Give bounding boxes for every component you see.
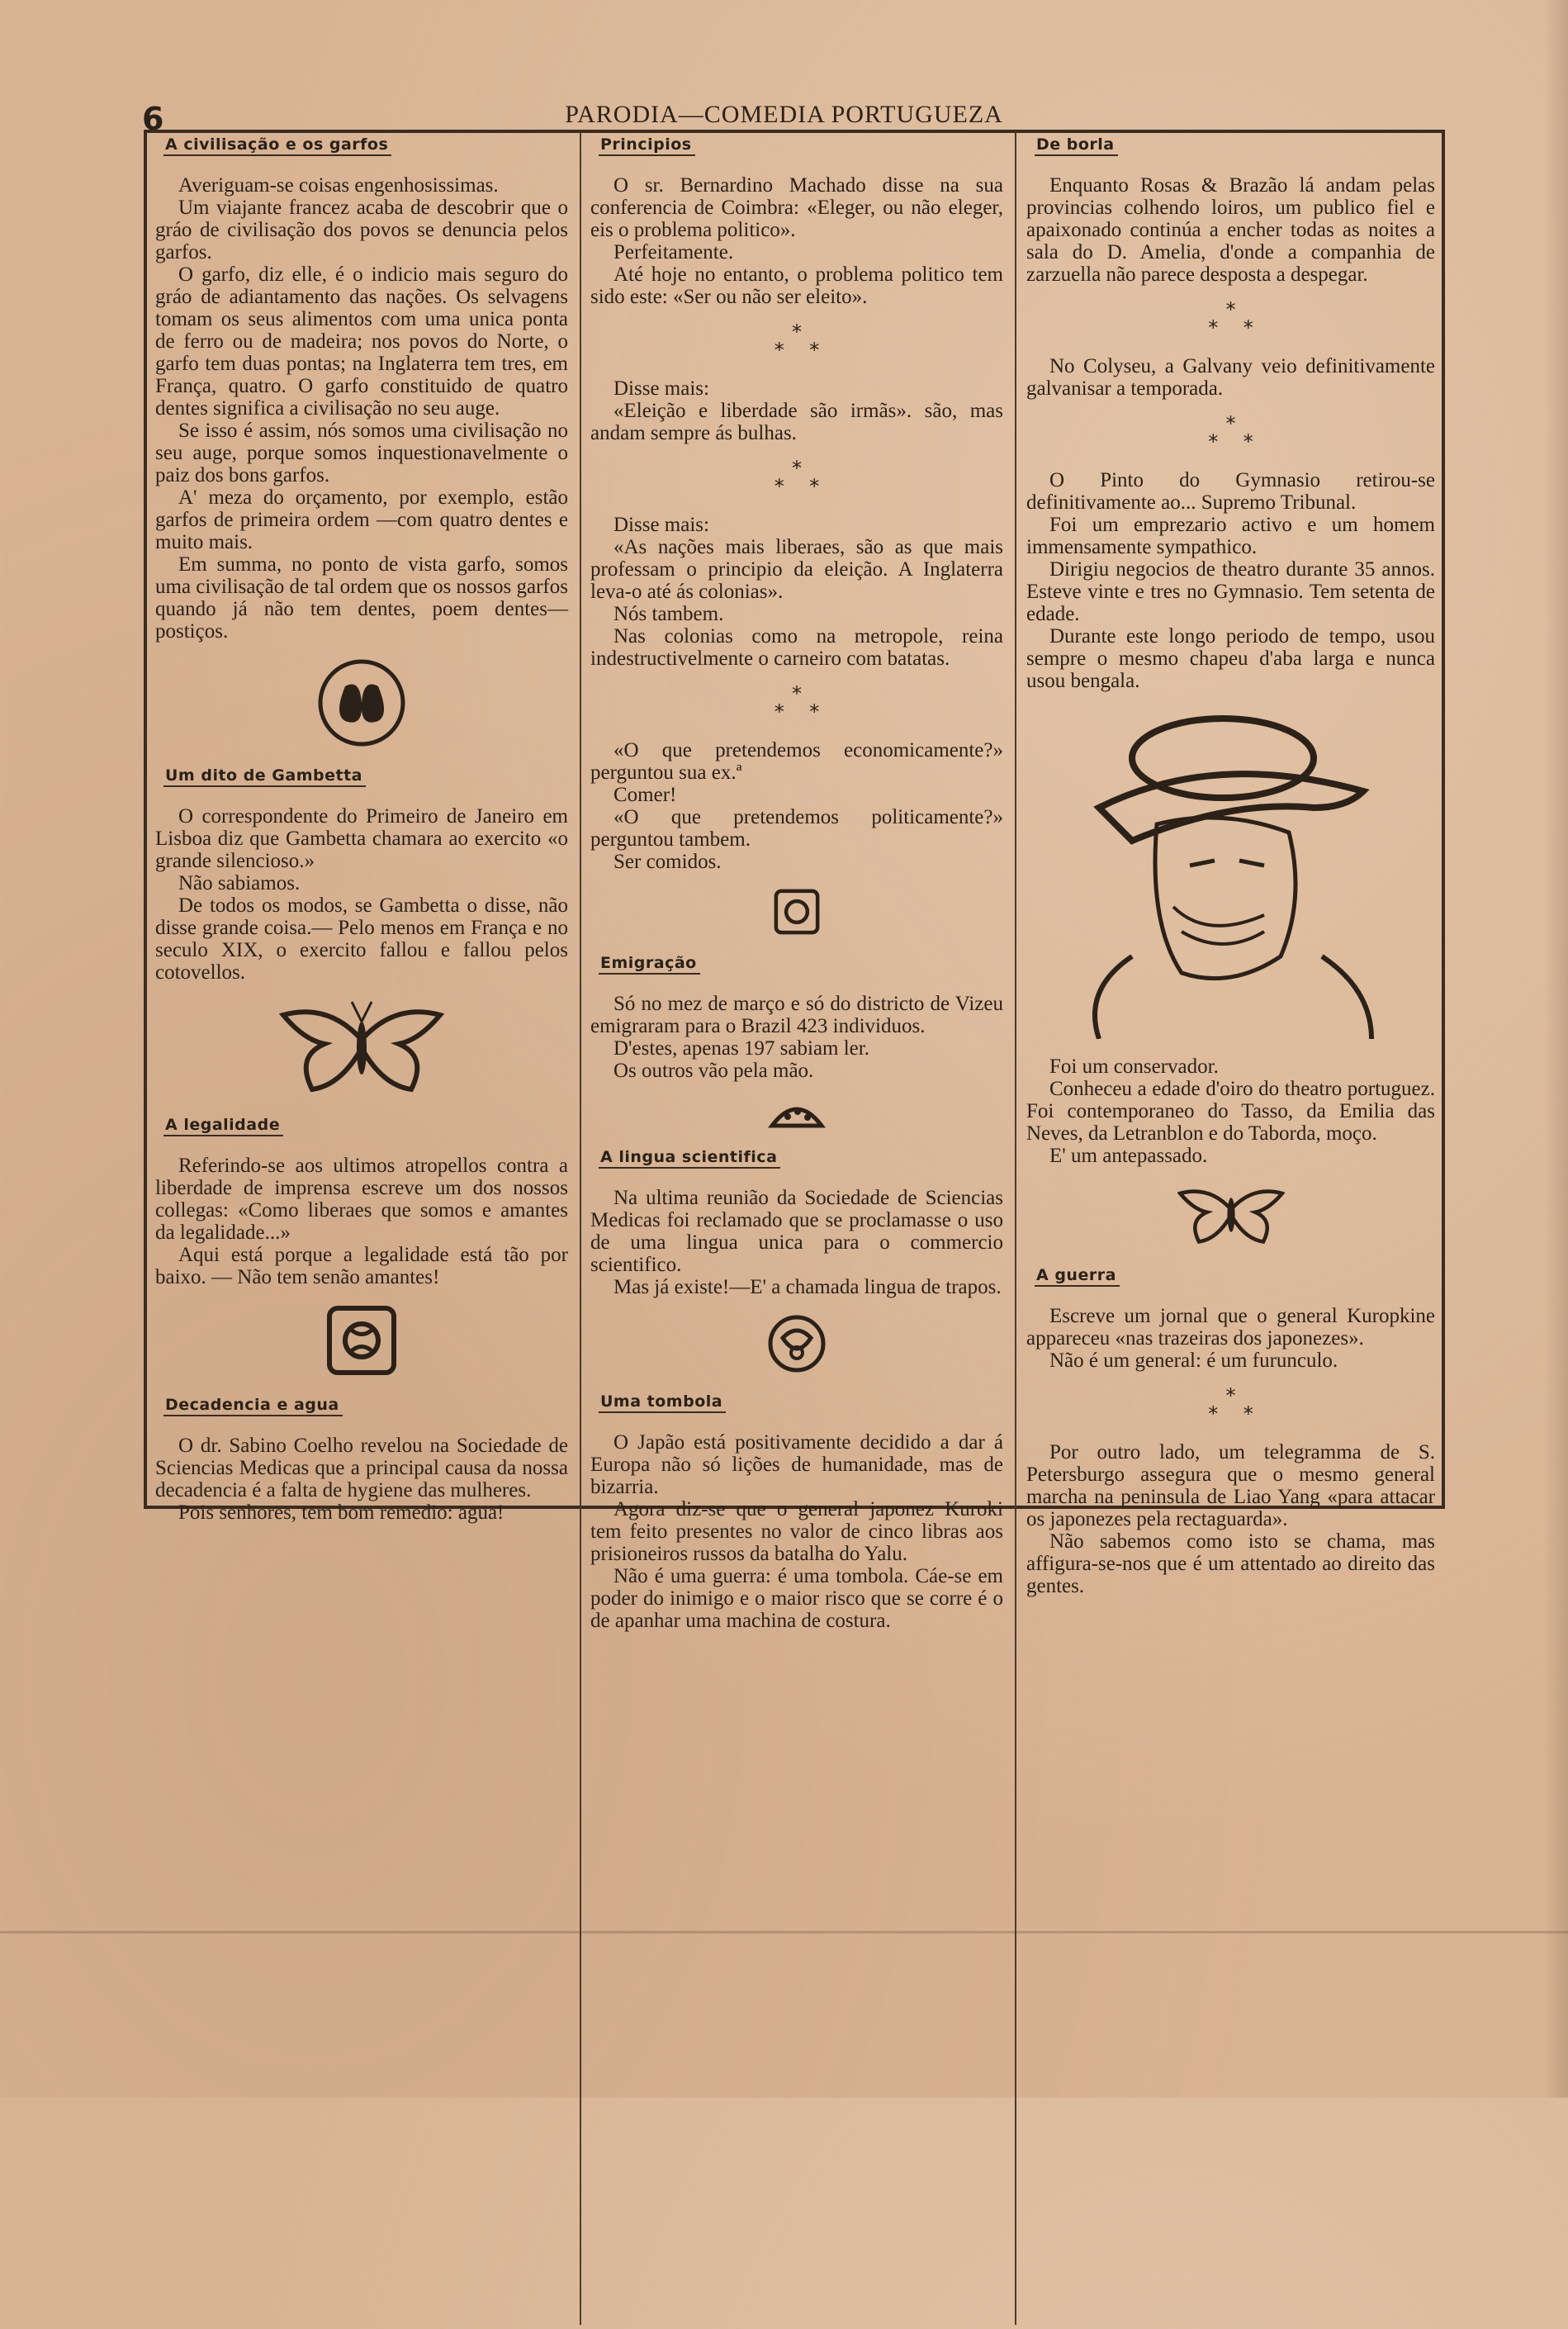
asterism-bottom: * * — [774, 339, 820, 362]
article-body — [590, 514, 1003, 670]
paragraph: Só no mez de março e só do districto de Vizeu emigraram para o Brazil 423 individuos. — [590, 993, 1003, 1037]
paragraph: O sr. Bernardino Machado disse na sua conferencia de Coimbra: «Eleger, ou não eleger, eis o problema politico». — [590, 174, 1003, 241]
asterism — [590, 459, 1003, 496]
butterfly-large-ornament — [155, 998, 568, 1098]
section-heading: A guerra — [1035, 1266, 1120, 1287]
column-left — [155, 132, 568, 2329]
paragraph: Disse mais: — [613, 514, 709, 536]
asterism — [1026, 412, 1435, 453]
article-body — [1026, 1441, 1435, 1597]
paragraph: Conheceu a edade d'oiro do theatro portuguez. Foi contemporaneo do Tasso, da Emilia das Neves, da Letranblon e do Taborda, moço. — [1026, 1078, 1435, 1145]
column-right — [1026, 132, 1435, 2329]
shell-ornament — [590, 1097, 1003, 1130]
paragraph: Durante este longo periodo de tempo, usou sempre o mesmo chapeu d'aba larga e nunca usou bengala. — [1026, 625, 1435, 692]
asterism-top: * — [792, 457, 802, 480]
paragraph: O dr. Sabino Coelho revelou na Sociedade de Sciencias Medicas que a principal causa da nossa decadencia é a falta de hygiene das mulheres. — [155, 1435, 568, 1501]
paragraph: Comer! — [613, 784, 677, 806]
portrait-illustration — [1026, 709, 1435, 1039]
asterism — [590, 320, 1003, 362]
article-body — [1026, 1305, 1435, 1372]
column-rule — [1015, 132, 1016, 2325]
paragraph: O correspondente do Primeiro de Janeiro em Lisboa diz que Gambetta chamara ao exercito «o grande silencioso.» — [155, 805, 568, 872]
article-body — [1026, 1055, 1435, 1167]
butterfly-small-ornament — [1026, 1182, 1435, 1248]
paragraph: Ser comidos. — [613, 851, 722, 873]
paragraph: Enquanto Rosas & Brazão lá andam pelas provincias colhendo loiros, um publico fiel e apaixonado continúa a encher todas as noites a sala do D. Amelia, d'onde a companhia de zarzuella não parece desposta a despegar. — [1026, 174, 1435, 286]
paragraph: Os outros vão pela mão. — [613, 1060, 814, 1082]
asterism-bottom: * * — [1208, 1402, 1253, 1425]
paragraph: O Pinto do Gymnasio retirou-se definitivamente ao... Supremo Tribunal. — [1026, 469, 1435, 514]
paper-edge-shadow — [1543, 0, 1568, 2098]
asterism-top: * — [792, 320, 802, 344]
article-body — [1026, 469, 1435, 692]
asterism-bottom: * * — [1208, 430, 1253, 453]
square-rosette-ornament — [155, 1303, 568, 1378]
running-header: PARODIA—COMEDIA PORTUGUEZA — [565, 101, 1003, 128]
paragraph: Nas colonias como na metropole, reina indestructivelmente o carneiro com batatas. — [590, 625, 1003, 670]
paragraph: Disse mais: — [613, 377, 709, 400]
round-rosette-ornament — [590, 1313, 1003, 1374]
asterism — [1026, 298, 1435, 339]
asterism-bottom: * * — [774, 700, 820, 723]
paragraph: A' meza do orçamento, por exemplo, estão garfos de primeira ordem —com quatro dentes e muito mais. — [155, 486, 568, 553]
article-body — [155, 1435, 568, 1524]
paragraph: D'estes, apenas 197 sabiam ler. — [613, 1037, 869, 1060]
paragraph: No Colyseu, a Galvany veio definitivamente galvanisar a temporada. — [1026, 355, 1435, 400]
asterism — [1026, 1384, 1435, 1425]
article-body — [1026, 355, 1435, 400]
paragraph: E' um antepassado. — [1049, 1145, 1208, 1167]
asterism — [590, 682, 1003, 723]
paragraph: Agora diz-se que o general japonez Kuroki tem feito presentes no valor de cinco libras aos prisioneiros russos da batalha do Yalu. — [590, 1498, 1003, 1565]
section-heading: Principios — [599, 135, 695, 156]
section-heading: Um dito de Gambetta — [163, 766, 366, 787]
article-body — [590, 993, 1003, 1082]
paragraph: «Eleição e liberdade são irmãs». são, mas andam sempre ás bulhas. — [590, 400, 1003, 444]
article-body — [590, 739, 1003, 873]
small-rosette-ornament — [590, 888, 1003, 936]
paragraph: Até hoje no entanto, o problema politico tem sido este: «Ser ou não ser eleito». — [590, 263, 1003, 308]
article-body — [1026, 174, 1435, 286]
paragraph: Nós tambem. — [613, 603, 724, 625]
asterism-top: * — [1225, 1384, 1236, 1407]
paragraph: Referindo-se aos ultimos atropellos contra a liberdade de imprensa escreve um dos nossos collegas: «Como liberaes que somos e amantes da legalidade...» — [155, 1155, 568, 1244]
paragraph: Foi um emprezario activo e um homem immensamente sympathico. — [1026, 514, 1435, 558]
paragraph: De todos os modos, se Gambetta o disse, não disse grande coisa.— Pelo menos em França e no seculo XIX, o exercito fallou e fallou pelos cotovellos. — [155, 894, 568, 984]
column-middle — [590, 132, 1003, 2329]
paragraph: Na ultima reunião da Sociedade de Sciencias Medicas foi reclamado que se proclamasse o uso de uma lingua unica para o commercio scientifico. — [590, 1187, 1003, 1276]
paragraph: Dirigiu negocios de theatro durante 35 annos. Esteve vinte e tres no Gymnasio. Tem setenta de edade. — [1026, 558, 1435, 625]
paragraph: Por outro lado, um telegramma de S. Petersburgo assegura que o mesmo general marcha na peninsula de Liao Yang «para attacar os japonezes pela rectaguarda». — [1026, 1441, 1435, 1530]
page-number: 6 — [142, 101, 164, 137]
asterism-top: * — [1225, 412, 1236, 435]
paragraph: Perfeitamente. — [613, 241, 734, 263]
article-body — [155, 1155, 568, 1288]
asterism-bottom: * * — [774, 475, 820, 498]
paragraph: O garfo, diz elle, é o indicio mais seguro do gráo de adiantamento das nações. Os selvagens tomam os seus alimentos com uma unica ponta de ferro ou de madeira; nos povos do Norte, o garfo tem duas pontas; na Inglaterra tem tres, em França, quatro. O garfo constituido de quatro dentes significa a civilisação no seu auge. — [155, 263, 568, 420]
section-heading: A lingua scientifica — [599, 1148, 780, 1169]
paragraph: Um viajante francez acaba de descobrir que o gráo de civilisação dos povos se denuncia pelos garfos. — [155, 197, 568, 263]
section-heading: A legalidade — [163, 1116, 283, 1136]
asterism-bottom: * * — [1208, 316, 1253, 339]
paragraph: Escreve um jornal que o general Kuropkine appareceu «nas trazeiras dos japonezes». — [1026, 1305, 1435, 1349]
paragraph: Em summa, no ponto de vista garfo, somos uma civilisação de tal ordem que os nossos garfos quando já não tem dentes, poem dentes—postiços. — [155, 553, 568, 643]
paragraph: Não é uma guerra: é uma tombola. Cáe-se em poder do inimigo e o maior risco que se corre é o de apanhar uma machina de costura. — [590, 1565, 1003, 1632]
article-body — [155, 174, 568, 643]
paragraph: Pois senhores, tem bom remedio: agua! — [178, 1501, 505, 1524]
hands-vignette-ornament — [155, 657, 568, 748]
asterism-top: * — [792, 682, 802, 705]
article-body — [590, 174, 1003, 308]
article-body — [590, 377, 1003, 444]
paragraph: Foi um conservador. — [1049, 1055, 1219, 1078]
paragraph: Aqui está porque a legalidade está tão por baixo. — Não tem senão amantes! — [155, 1244, 568, 1288]
paragraph: Não sabiamos. — [178, 872, 301, 894]
section-heading: Uma tombola — [599, 1392, 726, 1413]
article-body — [155, 805, 568, 984]
paragraph: Averiguam-se coisas engenhosissimas. — [178, 174, 499, 197]
section-heading: A civilisação e os garfos — [163, 135, 391, 156]
paragraph: Mas já existe!—E' a chamada lingua de trapos. — [613, 1276, 1002, 1298]
section-heading: Emigração — [599, 954, 700, 975]
section-heading: Decadencia e agua — [163, 1396, 343, 1416]
asterism-top: * — [1225, 298, 1236, 321]
paragraph: «As nações mais liberaes, são as que mais professam o principio da eleição. A Inglaterra leva-o até ás colonias». — [590, 536, 1003, 603]
paragraph: Não é um general: é um furunculo. — [1049, 1349, 1338, 1372]
article-body — [590, 1187, 1003, 1298]
section-heading: De borla — [1035, 135, 1118, 156]
paragraph: Não sabemos como isto se chama, mas affigura-se-nos que é um attentado ao direito das gentes. — [1026, 1530, 1435, 1597]
column-rule — [580, 132, 581, 2325]
paragraph: Se isso é assim, nós somos uma civilisação no seu auge, porque somos inquestionavelmente o paiz dos bons garfos. — [155, 420, 568, 486]
paragraph: O Japão está positivamente decidido a dar á Europa não só lições de humanidade, mas de bizarria. — [590, 1431, 1003, 1498]
fold-crease — [0, 1931, 1568, 1933]
paragraph: «O que pretendemos politicamente?» perguntou tambem. — [590, 806, 1003, 851]
article-body — [590, 1431, 1003, 1632]
paragraph: «O que pretendemos economicamente?» perguntou sua ex.ª — [590, 739, 1003, 784]
